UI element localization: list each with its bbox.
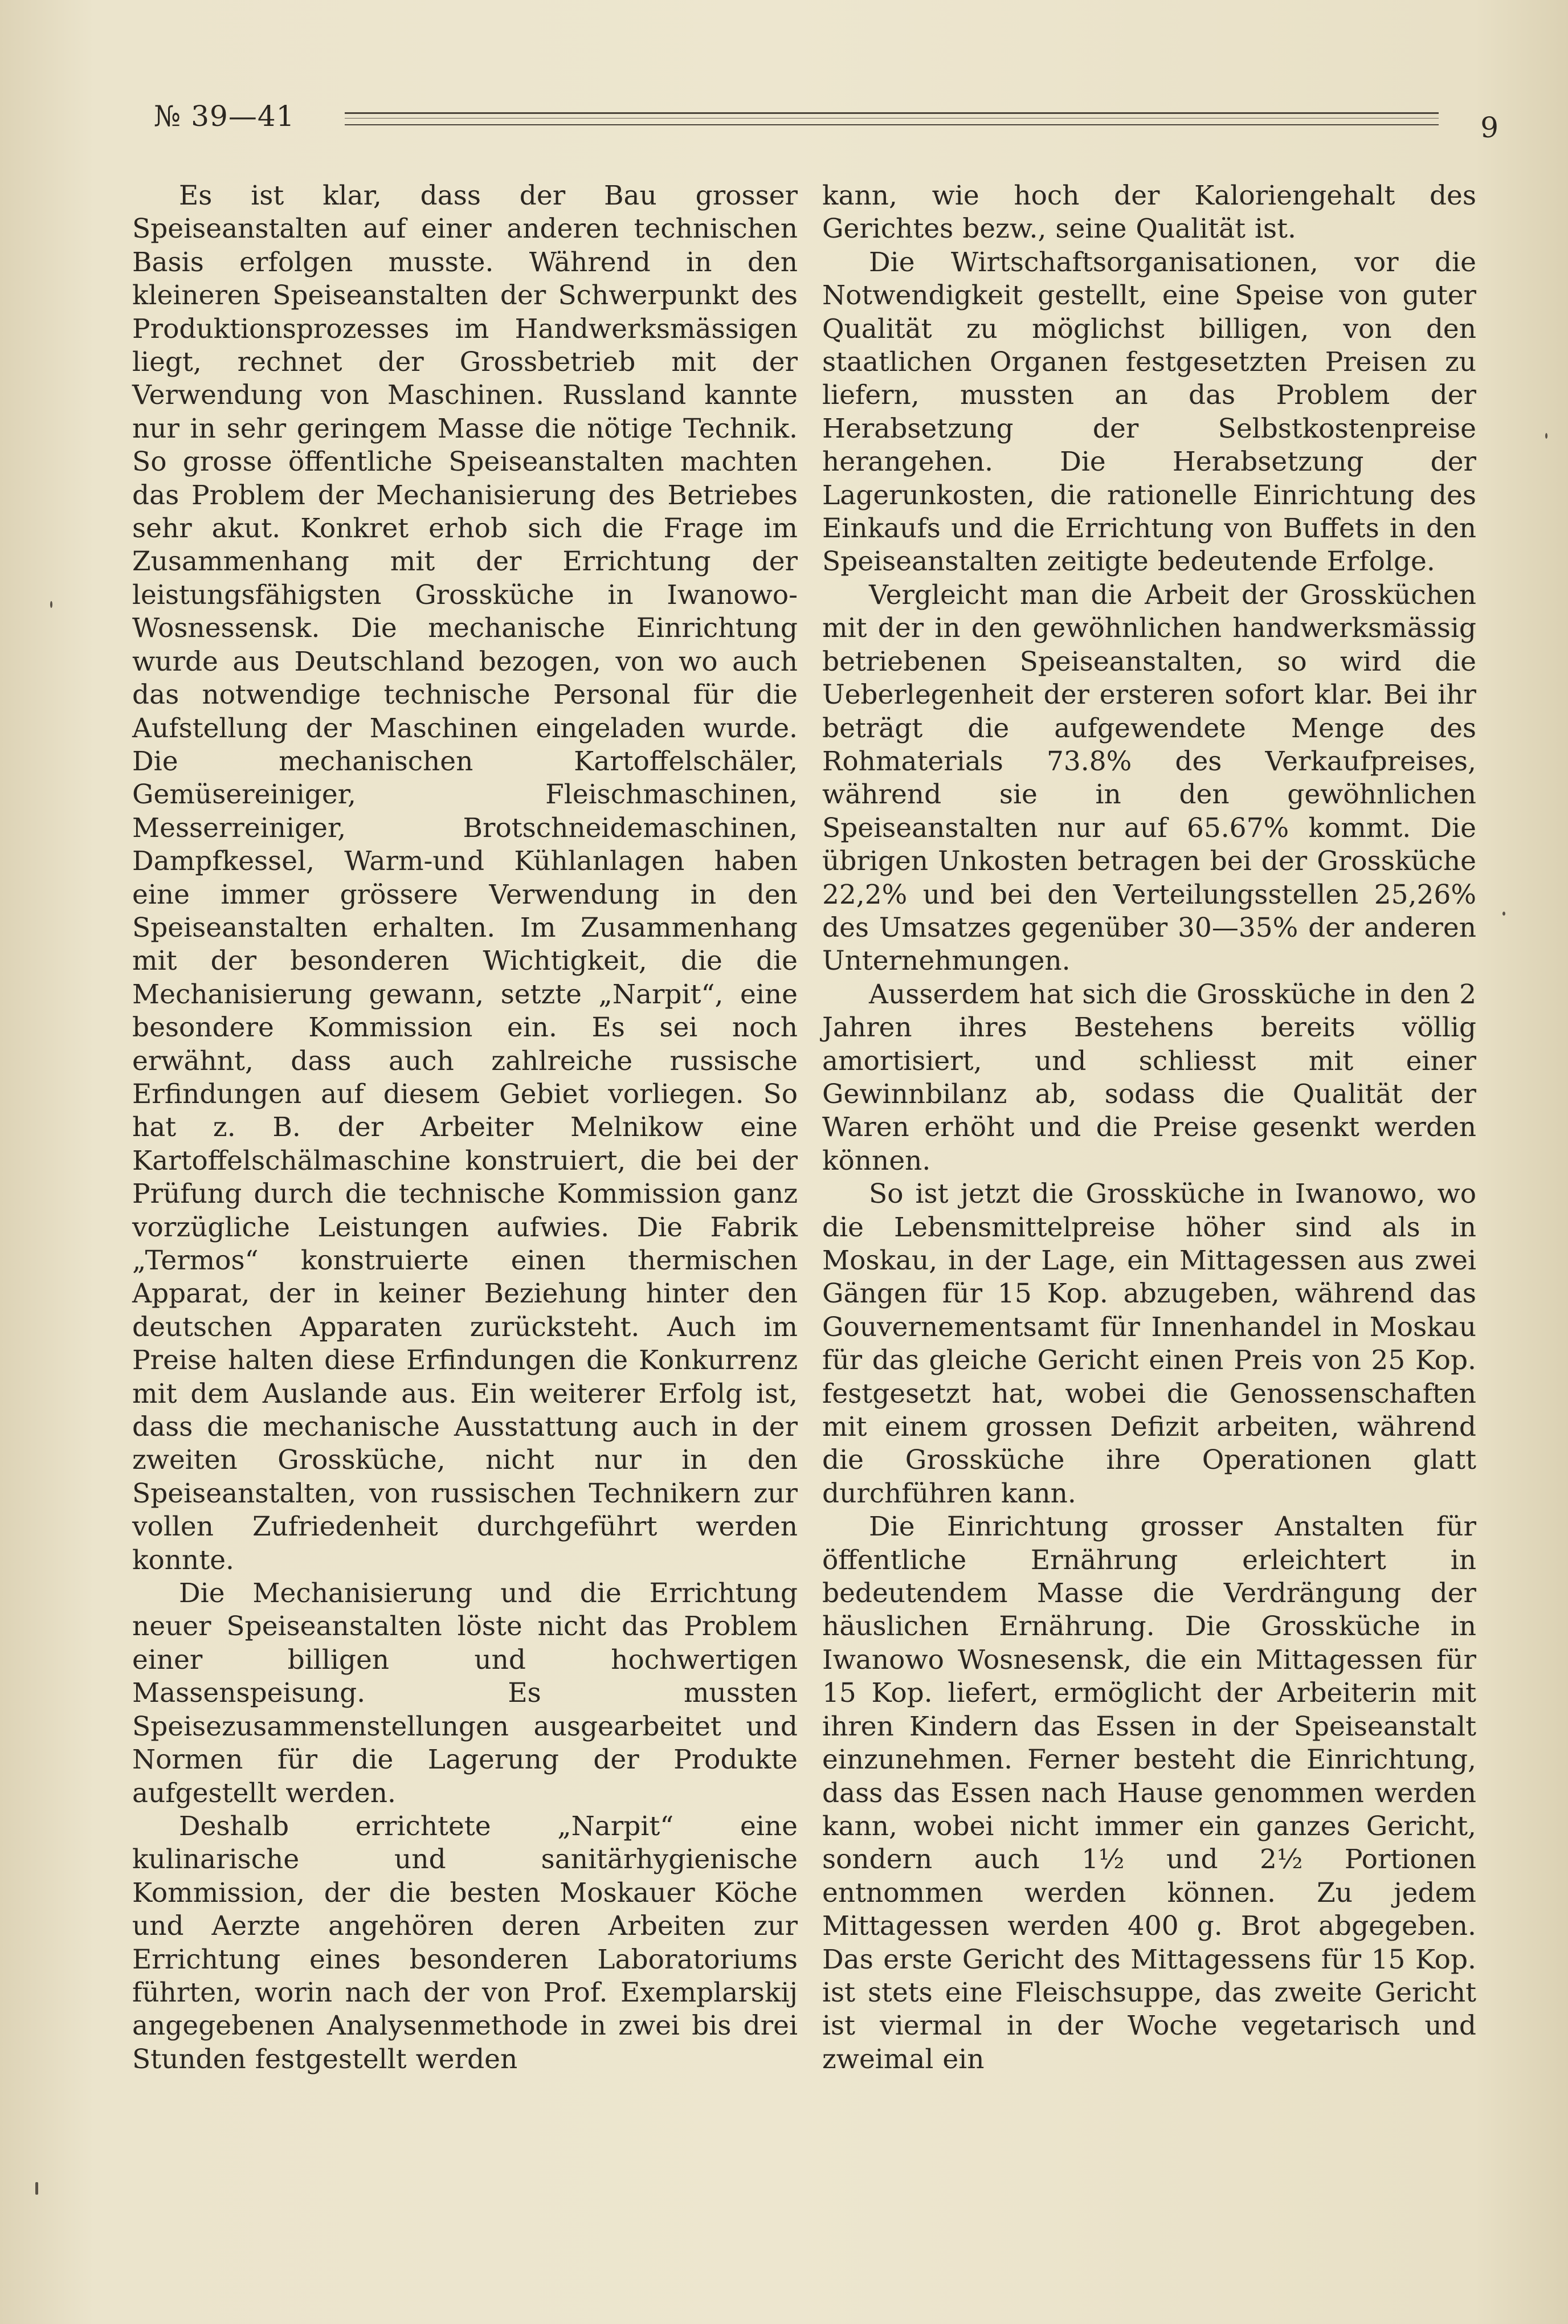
left-column	[132, 179, 798, 2076]
paragraph: Die Mechanisierung und die Errichtung neuer Speiseanstalten löste nicht das Problem einer billigen und hochwertigen Massenspeisung. Es mussten Speisezusammenstellungen ausgearbeitet und Normen für die Lagerung der Produkte aufgestellt werden.	[132, 1578, 798, 1809]
page-number: 9	[1480, 111, 1498, 144]
header-rule	[345, 112, 1439, 125]
page-header	[154, 100, 1498, 145]
paragraph: Die Einrichtung grosser Anstalten für öffentliche Ernährung erleichtert in bedeutendem Masse die Verdrängung der häuslichen Ernährung. Die Grossküche in Iwanowo Wosnesensk, die ein Mittagessen für 15 Kop. liefert, ermöglicht der Arbeiterin mit ihren Kindern das Essen in der Speiseanstalt einzunehmen. Ferner besteht die Einrichtung, dass das Essen nach Hause genommen werden kann, wobei nicht immer ein ganzes Gericht, sondern auch 1½ und 2½ Portionen entnommen werden können. Zu jedem Mittagessen werden 400 g. Brot abgegeben. Das erste Gericht des Mittagessens für 15 Kop. ist stets eine Fleischsuppe, das zweite Gericht ist viermal in der Woche vegetarisch und zweimal ein	[822, 1511, 1476, 2075]
paragraph: Ausserdem hat sich die Grossküche in den 2 Jahren ihres Bestehens bereits völlig amortisiert, und schliesst mit einer Gewinnbilanz ab, sodass die Qualität der Waren erhöht und die Preise gesenkt werden können.	[822, 978, 1476, 1177]
paragraph: Deshalb errichtete „Narpit“ eine kulinarische und sanitärhygienische Kommission, der die besten Moskauer Köche und Aerzte angehören deren Arbeiten zur Errichtung eines besonderen Laboratoriums führten, worin nach der von Prof. Exemplarskij angegebenen Analysenmethode in zwei bis drei Stunden festgestellt werden	[132, 1810, 798, 2075]
paper-speck	[35, 2182, 38, 2195]
right-column	[822, 179, 1476, 2076]
issue-number: № 39—41	[154, 100, 295, 133]
paper-speck	[1545, 433, 1547, 439]
paragraph: So ist jetzt die Grossküche in Iwanowo, wo die Lebensmittelpreise höher sind als in Moskau, in der Lage, ein Mittagessen aus zwei Gängen für 15 Kop. abzugeben, während das Gouvernementsamt für Innenhandel in Moskau für das gleiche Gericht einen Preis von 25 Kop. festgesetzt hat, wobei die Genossenschaften mit einem grossen Defizit arbeiten, während die Grossküche ihre Operationen glatt durchführen kann.	[822, 1178, 1476, 1509]
paragraph: Vergleicht man die Arbeit der Grossküchen mit der in den gewöhnlichen handwerksmässig betriebenen Speiseanstalten, so wird die Ueberlegenheit der ersteren sofort klar. Bei ihr beträgt die aufgewendete Menge des Rohmaterials 73.8% des Verkaufpreises, während sie in den gewöhnlichen Speiseanstalten nur auf 65.67% kommt. Die übrigen Unkosten betragen bei der Grossküche 22,2% und bei den Verteilungsstellen 25,26% des Umsatzes gegenüber 30—35% der anderen Unternehmungen.	[822, 579, 1476, 977]
paper-speck	[1502, 912, 1505, 916]
paper-speck	[50, 601, 52, 608]
paragraph: Die Wirtschaftsorganisationen, vor die Notwendigkeit gestellt, eine Speise von guter Qualität zu möglichst billigen, von den staatlichen Organen festgesetzten Preisen zu liefern, mussten an das Problem der Herabsetzung der Selbstkostenpreise herangehen. Die Herabsetzung der Lagerunkosten, die rationelle Einrichtung des Einkaufs und die Errichtung von Buffets in den Speiseanstalten zeitigte bedeutende Erfolge.	[822, 246, 1476, 578]
paragraph-continued: kann, wie hoch der Kaloriengehalt des Gerichtes bezw., seine Qualität ist.	[822, 180, 1476, 245]
paragraph: Es ist klar, dass der Bau grosser Speiseanstalten auf einer anderen technischen Basis erfolgen musste. Während in den kleineren Speiseanstalten der Schwerpunkt des Produktionsprozesses im Handwerksmässigen liegt, rechnet der Grossbetrieb mit der Verwendung von Maschinen. Russland kannte nur in sehr geringem Masse die nötige Technik. So grosse öffentliche Speiseanstalten machten das Problem der Mechanisierung des Betriebes sehr akut. Konkret erhob sich die Frage im Zusammenhang mit der Errichtung der leistungsfähigsten Grossküche in Iwanowo-Wosnessensk. Die mechanische Einrichtung wurde aus Deutschland bezogen, von wo auch das notwendige technische Personal für die Aufstellung der Maschinen eingeladen wurde. Die mechanischen Kartoffelschäler, Gemüsereiniger, Fleischmaschinen, Messerreiniger, Brotschneidemaschinen, Dampfkessel, Warm-und Kühlanlagen haben eine immer grössere Verwendung in den Speiseanstalten erhalten. Im Zusammenhang mit der besonderen Wichtigkeit, die die Mechanisierung gewann, setzte „Narpit“, eine besondere Kommission ein. Es sei noch erwähnt, dass auch zahlreiche russische Erfindungen auf diesem Gebiet vorliegen. So hat z. B. der Arbeiter Melnikow eine Kartoffelschälmaschine konstruiert, die bei der Prüfung durch die technische Kommission ganz vorzügliche Leistungen aufwies. Die Fabrik „Termos“ konstruierte einen thermischen Apparat, der in keiner Beziehung hinter den deutschen Apparaten zurücksteht. Auch im Preise halten diese Erfindungen die Konkurrenz mit dem Auslande aus. Ein weiterer Erfolg ist, dass die mechanische Ausstattung auch in der zweiten Grossküche, nicht nur in den Speiseanstalten, von russischen Technikern zur vollen Zufriedenheit durchgeführt werden konnte.	[132, 180, 798, 1576]
